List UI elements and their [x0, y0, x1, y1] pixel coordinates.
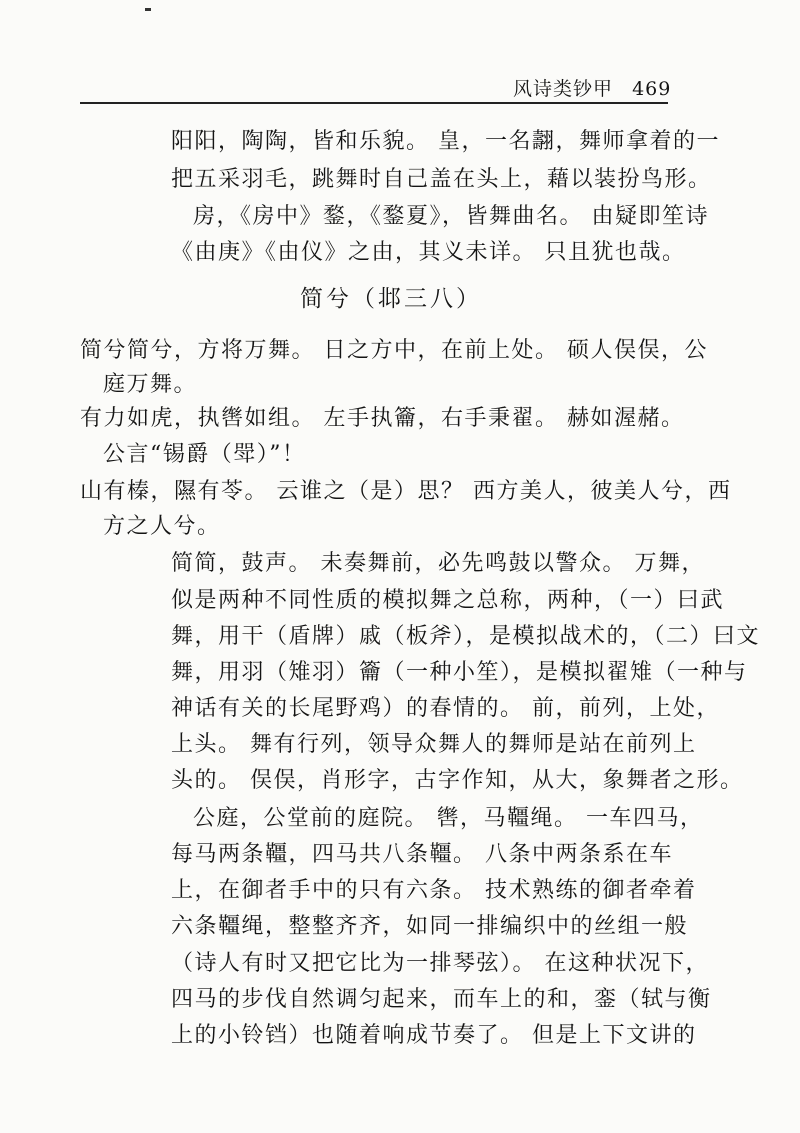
- commentary-line: （诗人有时又把它比为一排琴弦）。 在这种状况下，: [171, 951, 709, 976]
- commentary-line: 四马的步伐自然调匀起来，而车上的和，銮（轼与衡: [171, 987, 712, 1012]
- header-rule: [80, 102, 668, 104]
- commentary-line: 上，在御者手中的只有六条。 技术熟练的御者牵着: [171, 878, 697, 903]
- commentary-line: 舞，用干（盾牌）戚（板斧），是模拟战术的，（二）曰文: [171, 624, 761, 649]
- commentary-top-line: 阳阳，陶陶，皆和乐貌。 皇，一名翿，舞师拿着的一: [171, 129, 720, 154]
- commentary-line: 每马两条韁，四马共八条韁。 八条中两条系在车: [171, 842, 673, 867]
- commentary-line: 公庭，公堂前的庭院。 辔，马韁绳。 一车四马，: [193, 806, 704, 831]
- commentary-line: 似是两种不同性质的模拟舞之总称，两种，（一）曰武: [171, 588, 725, 613]
- commentary-line: 神话有关的长尾野鸡）的春情的。 前，前列，上处，: [171, 696, 720, 721]
- commentary-line: 上的小铃铛）也随着响成节奏了。 但是上下文讲的: [171, 1023, 697, 1048]
- commentary-line: 简简，鼓声。 未奏舞前，必先鸣鼓以警众。 万舞，: [171, 551, 705, 576]
- scan-mark: [145, 8, 151, 11]
- commentary-top-line: 房，《房中》鍪，《鍪夏》，皆舞曲名。 由疑即笙诗: [193, 204, 709, 229]
- page-number: 469: [632, 78, 672, 100]
- commentary-top-line: 《由庚》《由仪》之由，其义未详。 只且犹也哉。: [171, 240, 686, 265]
- poem-line: 有力如虎，执辔如组。 左手执籥，右手秉翟。 赫如渥赭。: [80, 406, 685, 431]
- running-header: [513, 74, 671, 101]
- commentary-line: 六条韁绳，整整齐齐，如同一排编织中的丝组一般: [171, 914, 689, 939]
- poem-line: 公言“锡爵（斝）”！: [103, 442, 306, 467]
- poem-line: 山有榛，隰有苓。 云谁之（是）思？ 西方美人，彼美人兮，西: [80, 479, 732, 504]
- poem-title: 简兮（邶三八）: [300, 286, 482, 312]
- commentary-top-line: 把五采羽毛，跳舞时自己盖在头上，藉以装扮鸟形。: [171, 167, 712, 192]
- commentary-line: 上头。 舞有行列，领导众舞人的舞师是站在前列上: [171, 732, 697, 757]
- poem-line: 庭万舞。: [103, 372, 198, 397]
- section-title: 风诗类钞甲: [513, 78, 614, 100]
- poem-line: 方之人兮。: [103, 514, 221, 539]
- commentary-line: 舞，用羽（雉羽）籥（一种小笙），是模拟翟雉（一种与: [171, 660, 748, 685]
- commentary-line: 头的。 俣俣，肖形字，古字作知，从大，象舞者之形。: [171, 768, 744, 793]
- poem-line: 简兮简兮，方将万舞。 日之方中，在前上处。 硕人俣俣，公: [80, 338, 708, 363]
